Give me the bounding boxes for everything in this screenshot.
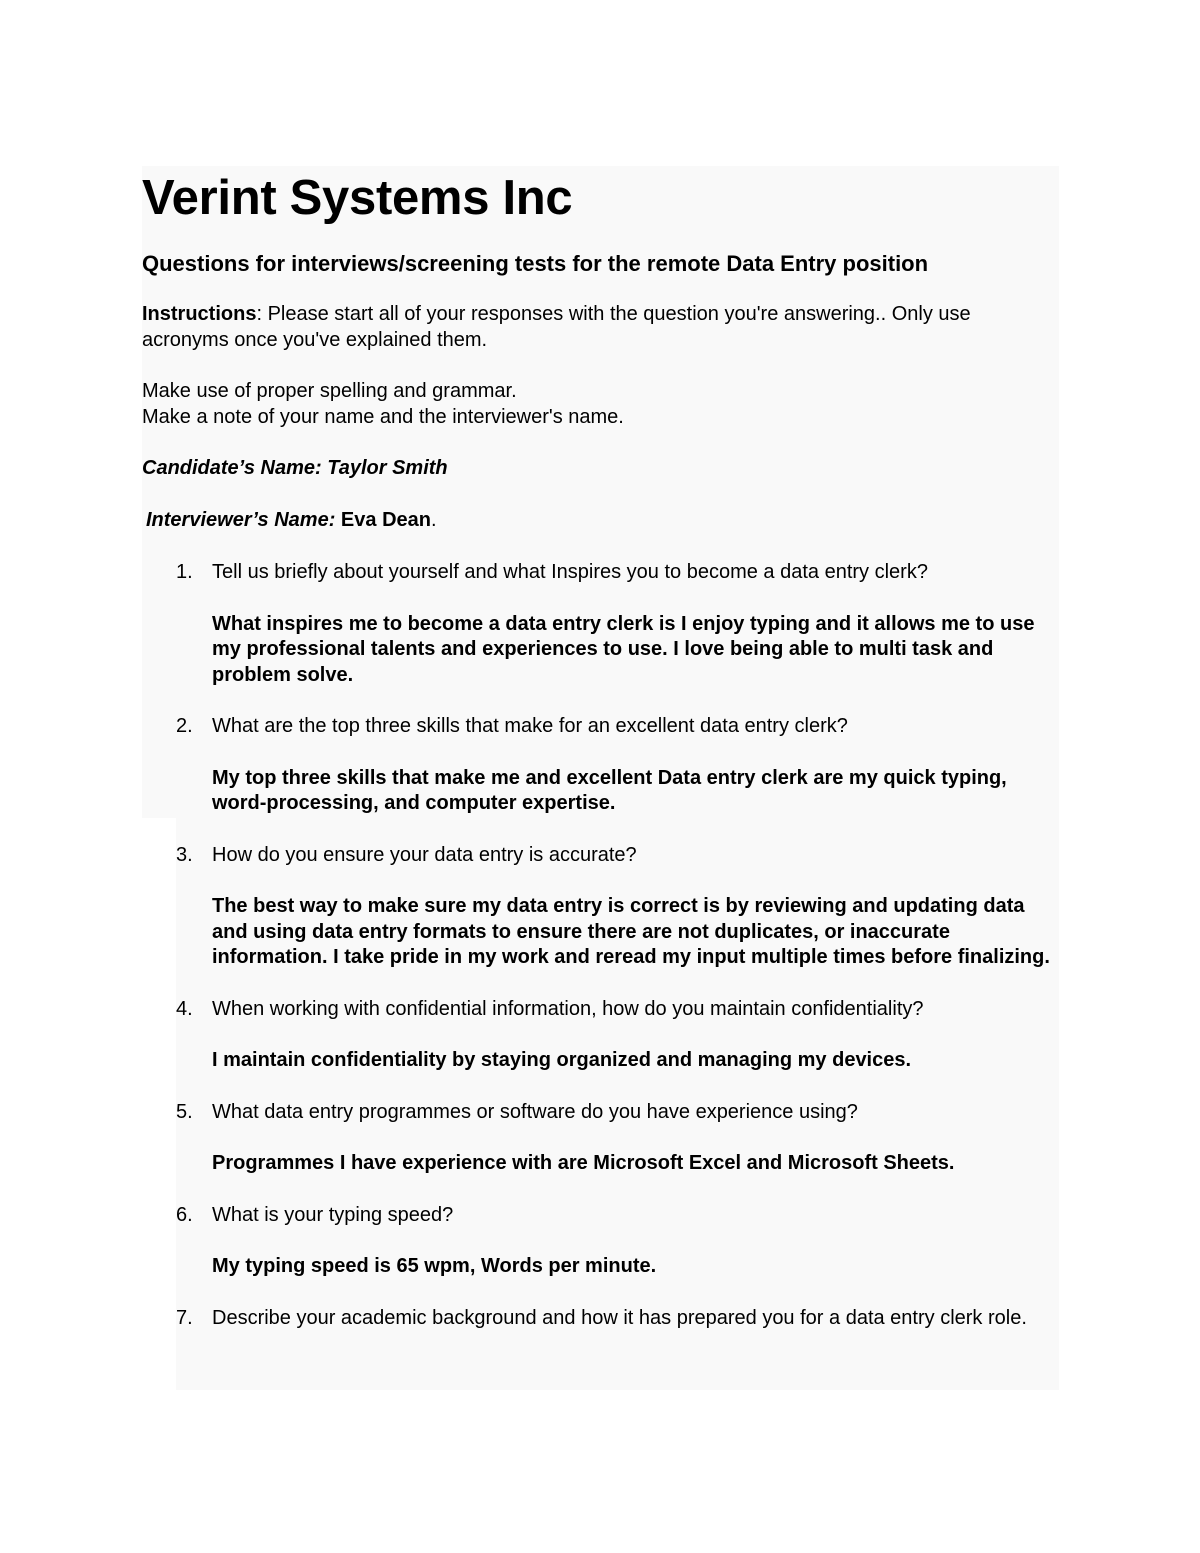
- question-text: What is your typing speed?: [212, 1203, 454, 1226]
- answer-text: My top three skills that make me and excellent Data entry clerk are my quick typing, word-processing, and computer expertise.: [212, 766, 1007, 814]
- rule-spelling: Make use of proper spelling and grammar.: [142, 380, 517, 402]
- answer-text: My typing speed is 65 wpm, Words per minute.: [212, 1255, 657, 1277]
- document-title: Verint Systems Inc: [142, 171, 573, 225]
- question-list: [142, 560, 1062, 1331]
- candidate-name: Candidate’s Name: Taylor Smith: [142, 457, 448, 479]
- question-number: 3.: [176, 843, 193, 866]
- question-number: 5.: [176, 1100, 193, 1123]
- question-item: [142, 560, 1062, 688]
- rule-names: Make a note of your name and the interviewer's name.: [142, 405, 624, 428]
- question-text: What data entry programmes or software do you have experience using?: [212, 1100, 858, 1123]
- question-text: What are the top three skills that make for an excellent data entry clerk?: [212, 715, 848, 737]
- interviewer-name: Eva Dean: [340, 508, 431, 531]
- question-item: [142, 1100, 1062, 1177]
- question-text: Describe your academic background and how it has prepared you for a data entry clerk role.: [212, 1306, 1027, 1329]
- answer-text: Programmes I have experience with are Microsoft Excel and Microsoft Sheets.: [212, 1152, 955, 1174]
- answer-text: The best way to make sure my data entry is correct is by reviewing and updating data and using data entry formats to ensure there are not duplicates, or inaccurate information. I take pride in my work and reread my input multiple times before finalizing.: [212, 895, 1050, 968]
- document-subtitle: Questions for interviews/screening tests for the remote Data Entry position: [142, 251, 929, 276]
- question-item: [142, 997, 1062, 1074]
- instructions-label: Instructions: [142, 303, 257, 325]
- question-item: [142, 1306, 1062, 1332]
- instructions-text: : Please start all of your responses with the question you're answering.. Only use acronyms once you've explained them.: [142, 303, 971, 351]
- document-page: [142, 170, 1062, 1357]
- answer-text: What inspires me to become a data entry clerk is I enjoy typing and it allows me to use my professional talents and experiences to use. I love being able to multi task and problem solve.: [212, 612, 1035, 686]
- question-number: 7.: [176, 1306, 193, 1329]
- question-item: [142, 714, 1062, 817]
- instructions: [142, 302, 1062, 353]
- question-item: [142, 843, 1062, 971]
- question-text: Tell us briefly about yourself and what Inspires you to become a data entry clerk?: [212, 561, 928, 583]
- rules: [142, 379, 1062, 430]
- answer-text: I maintain confidentiality by staying organized and managing my devices.: [212, 1049, 912, 1071]
- question-number: 6.: [176, 1203, 193, 1226]
- interviewer-suffix: .: [430, 508, 437, 531]
- question-number: 4.: [176, 997, 193, 1020]
- question-number: 1.: [176, 561, 193, 583]
- question-text: When working with confidential information, how do you maintain confidentiality?: [212, 997, 924, 1020]
- question-text: How do you ensure your data entry is accurate?: [212, 843, 637, 866]
- question-number: 2.: [176, 715, 193, 737]
- interviewer-line: [142, 508, 1062, 534]
- interviewer-label: Interviewer’s Name:: [146, 508, 336, 531]
- question-item: [142, 1203, 1062, 1280]
